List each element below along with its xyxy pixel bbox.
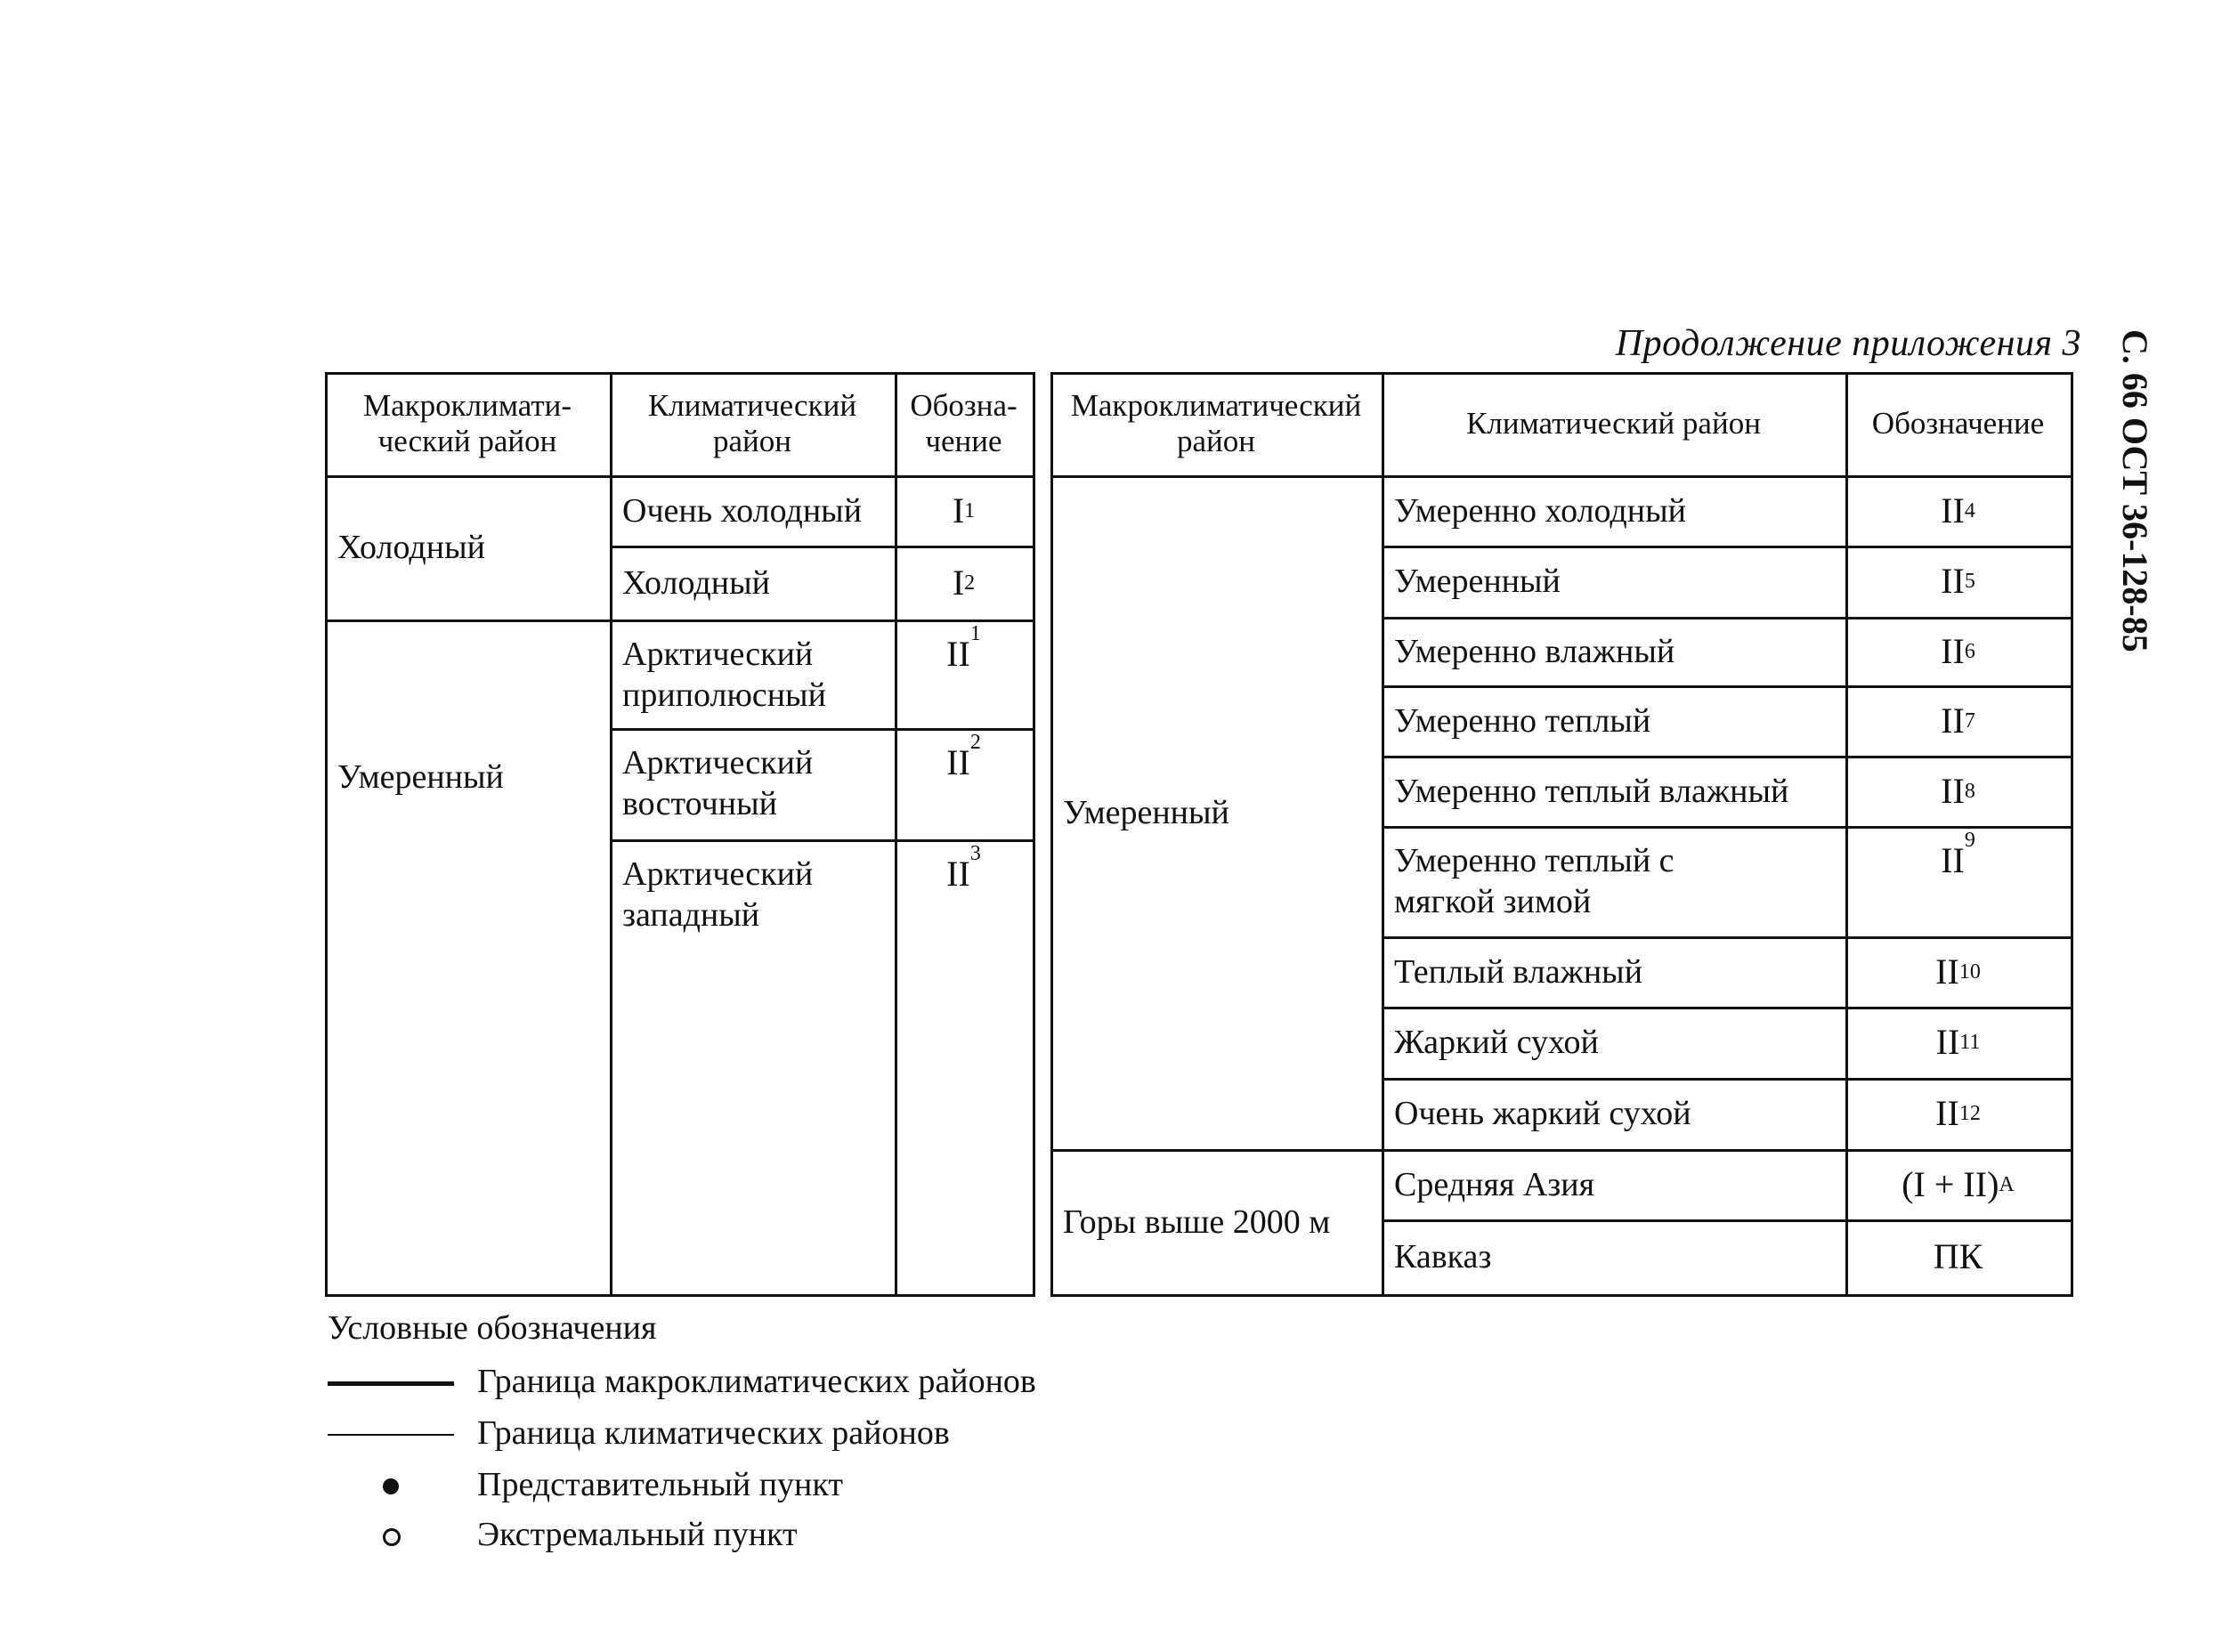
climatic-left-2 xyxy=(610,620,895,728)
symbol-right-8-main: II xyxy=(1935,1093,1959,1133)
symbol-right-10 xyxy=(1845,1219,2071,1294)
climatic-right-5-text: Умеренно теплый с мягкой зимой xyxy=(1394,842,1675,920)
climatic-left-0-text: Очень холодный xyxy=(622,491,863,530)
climatic-right-2-text: Умеренно влажный xyxy=(1394,632,1675,670)
symbol-left-4-main: II xyxy=(946,854,970,894)
symbol-right-0: II 4 xyxy=(1941,490,1975,530)
symbol-left-2-main: II xyxy=(946,634,970,674)
macro-cold-text: Холодный xyxy=(337,529,485,566)
table-border-right xyxy=(2071,372,2073,1297)
climatic-left-1 xyxy=(610,546,895,620)
legend-title: Условные обозначения xyxy=(328,1309,657,1347)
symbol-left-2: II 1 xyxy=(946,622,981,674)
legend-label: Граница макроклиматических районов xyxy=(477,1363,1036,1400)
header-symbol-right xyxy=(1845,372,2071,475)
symbol-right-4-main: II xyxy=(1941,770,1965,811)
climatic-right-7 xyxy=(1382,1007,1845,1078)
header-climatic-left-text: Климатический район xyxy=(647,388,857,458)
col-divider-3 xyxy=(1033,372,1035,1297)
symbol-right-2: II 6 xyxy=(1941,630,1975,671)
symbol-left-4: II 3 xyxy=(946,842,981,894)
climatic-right-4 xyxy=(1382,756,1845,826)
legend-label: Представительный пункт xyxy=(477,1466,843,1503)
macro-temperate-left xyxy=(325,620,610,935)
table-border-bottom-right xyxy=(1050,1294,2071,1297)
climatic-right-8 xyxy=(1382,1078,1845,1149)
symbol-right-9: (I + II) A xyxy=(1902,1163,2015,1204)
climatic-right-6 xyxy=(1382,936,1845,1007)
header-climatic-right xyxy=(1382,372,1845,475)
symbol-right-8: II 12 xyxy=(1935,1093,1981,1133)
symbol-right-4: II 8 xyxy=(1941,770,1975,811)
macro-cold xyxy=(325,475,610,620)
macro-temperate-right-text: Умеренный xyxy=(1063,793,1229,831)
legend-label: Экстремальный пункт xyxy=(477,1516,798,1553)
climatic-right-0 xyxy=(1382,475,1845,546)
table-border-bottom-left xyxy=(325,1294,1033,1297)
symbol-right-1: II 5 xyxy=(1941,561,1975,601)
climatic-left-3-text: Арктический восточный xyxy=(622,744,814,822)
climatic-left-1-text: Холодный xyxy=(622,563,770,602)
climatic-left-3 xyxy=(610,728,895,839)
symbol-left-3-main: II xyxy=(946,742,970,782)
macro-temperate-left-text: Умеренный xyxy=(337,758,504,796)
climatic-right-2 xyxy=(1382,617,1845,685)
climatic-right-10-text: Кавказ xyxy=(1394,1238,1492,1275)
climatic-left-4 xyxy=(610,839,895,1294)
header-macro-left xyxy=(325,372,610,475)
symbol-left-3: II 2 xyxy=(946,731,981,782)
climatic-right-3 xyxy=(1382,685,1845,756)
header-symbol-left-text: Обозна- чение xyxy=(910,388,1018,458)
climatic-right-3-text: Умеренно теплый xyxy=(1394,701,1651,740)
symbol-right-3: II 7 xyxy=(1941,700,1975,741)
climatic-right-1 xyxy=(1382,546,1845,617)
symbol-left-0: I 1 xyxy=(952,490,976,530)
climatic-right-0-text: Умеренно холодный xyxy=(1394,491,1686,530)
symbol-left-1: I 2 xyxy=(952,562,976,603)
climatic-right-4-text: Умеренно теплый влажный xyxy=(1394,772,1789,810)
continuation-caption: Продолжение приложения 3 xyxy=(1615,323,2081,364)
symbol-right-6-main: II xyxy=(1935,951,1959,992)
header-macro-left-text: Макроклимати- ческий район xyxy=(362,388,572,458)
climatic-right-9-text: Средняя Азия xyxy=(1394,1165,1595,1203)
climatic-right-1-text: Умеренный xyxy=(1394,563,1561,600)
symbol-right-7: II 11 xyxy=(1935,1022,1981,1062)
legend-label: Граница климатических районов xyxy=(477,1414,950,1452)
macro-mountains-text: Горы выше 2000 м xyxy=(1063,1203,1331,1241)
header-macro-right xyxy=(1050,372,1382,475)
symbol-right-2-main: II xyxy=(1941,630,1965,671)
symbol-right-9-main: (I + II) xyxy=(1902,1163,1999,1204)
header-symbol-right-text: Обозначение xyxy=(1871,406,2045,441)
symbol-right-7-main: II xyxy=(1935,1022,1960,1062)
page-code: С. 66 ОСТ 36-128-85 xyxy=(2115,329,2155,652)
header-climatic-left xyxy=(610,372,895,475)
climatic-right-7-text: Жаркий сухой xyxy=(1394,1024,1599,1061)
thick-line-icon xyxy=(328,1381,454,1386)
symbol-right-1-main: II xyxy=(1941,561,1965,601)
climatic-right-10 xyxy=(1382,1219,1845,1294)
climatic-left-0 xyxy=(610,475,895,546)
header-symbol-left xyxy=(895,372,1033,475)
climatic-left-2-text: Арктический приполюсный xyxy=(622,636,826,714)
header-macro-right-text: Макроклиматический район xyxy=(1070,388,1362,458)
climatic-right-6-text: Теплый влажный xyxy=(1394,952,1643,991)
symbol-right-3-main: II xyxy=(1941,700,1965,741)
macro-temperate-right xyxy=(1050,475,1382,1149)
symbol-right-0-main: II xyxy=(1941,490,1965,530)
symbol-right-5: II 9 xyxy=(1941,829,1975,880)
filled-dot-icon xyxy=(383,1478,399,1494)
climatic-right-9 xyxy=(1382,1149,1845,1219)
header-climatic-right-text: Климатический район xyxy=(1466,406,1761,441)
hollow-dot-icon xyxy=(383,1528,401,1546)
symbol-right-6: II 10 xyxy=(1935,951,1981,992)
symbol-right-5-main: II xyxy=(1941,840,1965,880)
climatic-left-4-text: Арктический западный xyxy=(622,855,814,934)
symbol-left-1-main: I xyxy=(952,562,965,603)
macro-mountains xyxy=(1050,1149,1382,1294)
thin-line-icon xyxy=(328,1434,454,1436)
symbol-right-10-main: ПК xyxy=(1933,1236,1983,1276)
climatic-right-5 xyxy=(1382,826,1845,936)
climatic-right-8-text: Очень жаркий сухой xyxy=(1394,1095,1691,1132)
symbol-left-0-main: I xyxy=(952,490,965,530)
